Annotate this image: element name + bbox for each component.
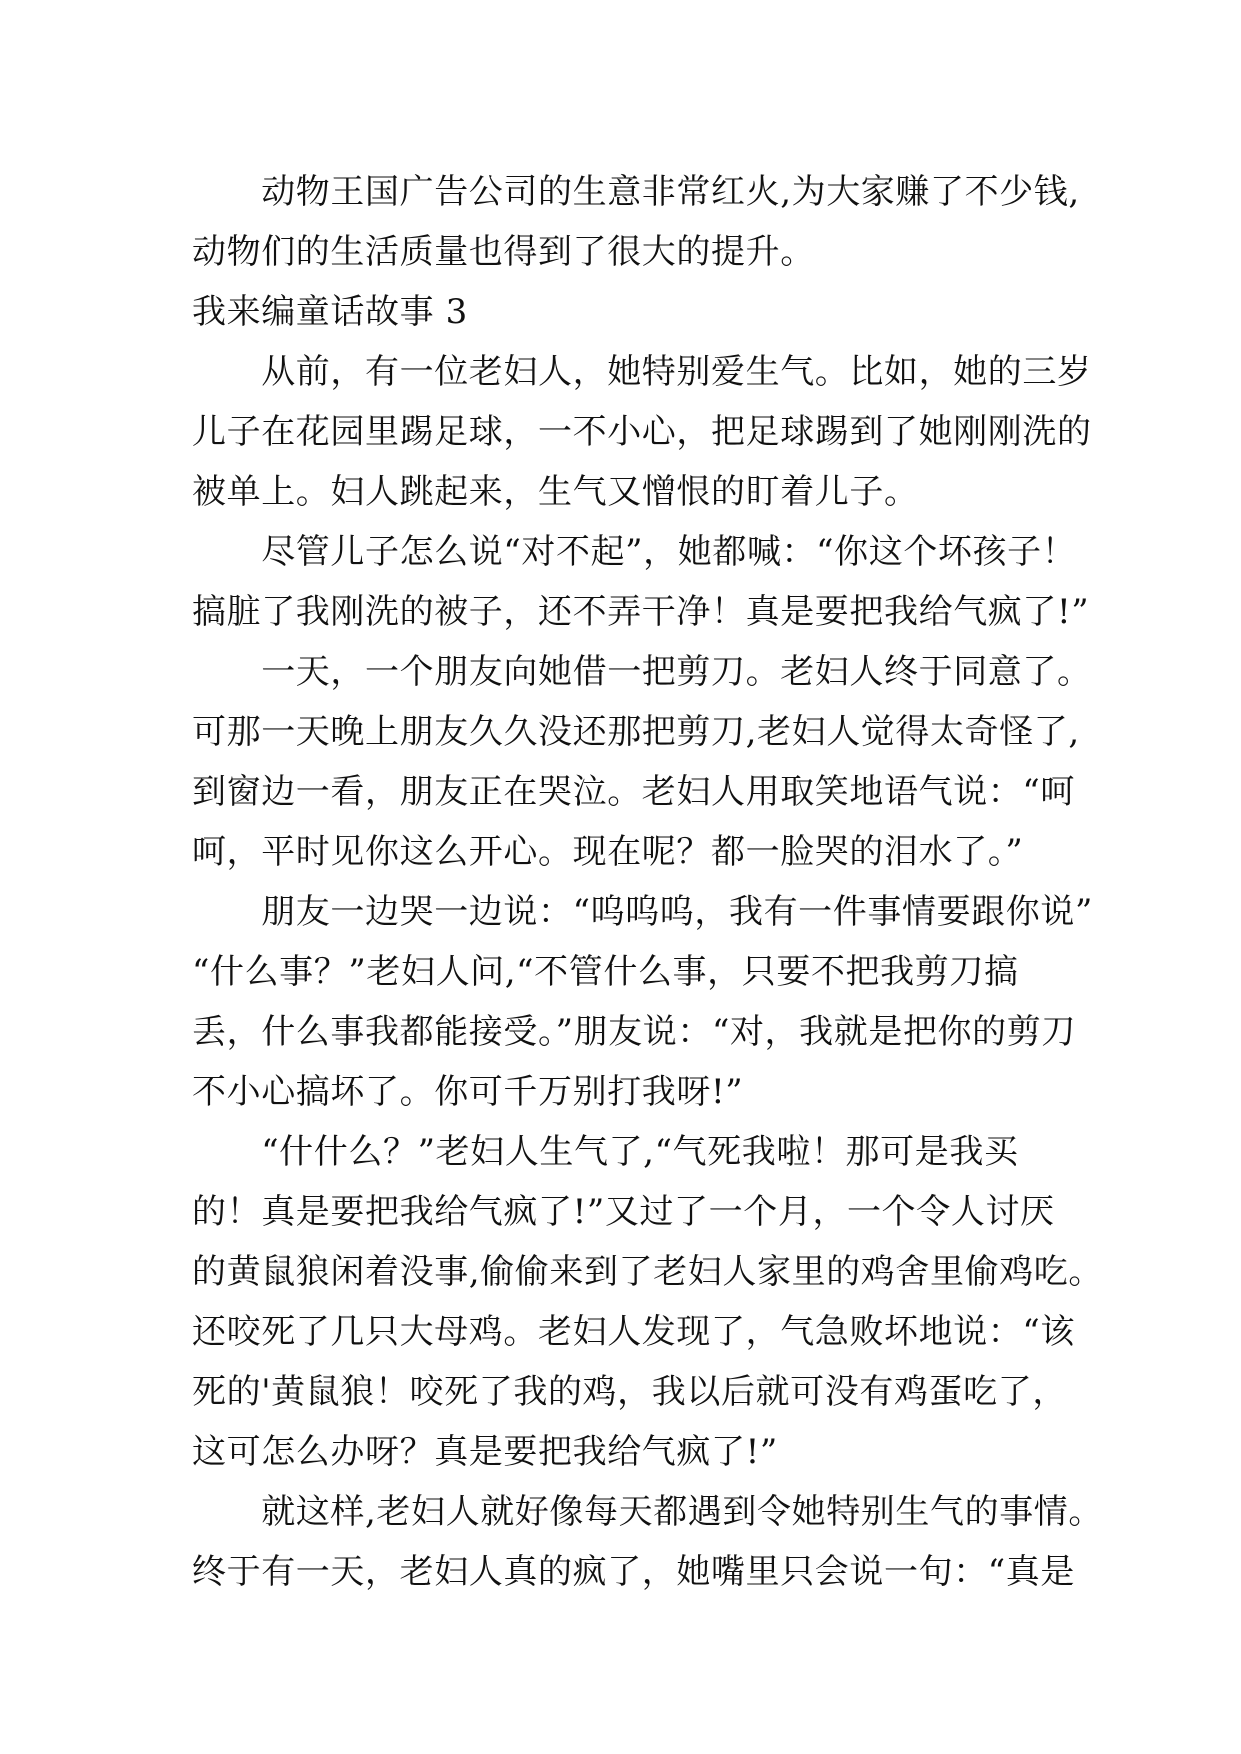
text-line: 就这样,老妇人就好像每天都遇到令她特别生气的事情。: [192, 1492, 1104, 1532]
text-line: 朋友一边哭一边说：“呜呜呜，我有一件事情要跟你说”: [192, 892, 1093, 932]
text-line: 可那一天晚上朋友久久没还那把剪刀,老妇人觉得太奇怪了,: [192, 712, 1080, 752]
text-line: 丢，什么事我都能接受。”朋友说：“对，我就是把你的剪刀: [192, 1012, 1076, 1052]
text-line: 从前，有一位老妇人，她特别爱生气。比如，她的三岁: [192, 352, 1092, 392]
text-line: 尽管儿子怎么说“对不起”，她都喊：“你这个坏孩子！: [192, 532, 1077, 572]
text-line: 到窗边一看，朋友正在哭泣。老妇人用取笑地语气说：“呵: [192, 772, 1075, 812]
text-line: 呵，平时见你这么开心。现在呢？都一脸哭的泪水了。”: [192, 832, 1024, 872]
text-line: 死的'黄鼠狼！咬死了我的鸡，我以后就可没有鸡蛋吃了，: [192, 1372, 1067, 1412]
text-line: 动物王国广告公司的生意非常红火,为大家赚了不少钱,: [192, 172, 1080, 212]
text-line: 不小心搞坏了。你可千万别打我呀!”: [192, 1072, 744, 1112]
text-line: 动物们的生活质量也得到了很大的提升。: [192, 232, 815, 272]
text-line: 儿子在花园里踢足球，一不小心，把足球踢到了她刚刚洗的: [192, 412, 1092, 452]
text-line: 被单上。妇人跳起来，生气又憎恨的盯着儿子。: [192, 472, 919, 512]
text-line: 这可怎么办呀？真是要把我给气疯了!”: [192, 1432, 778, 1472]
text-line: 还咬死了几只大母鸡。老妇人发现了，气急败坏地说：“该: [192, 1312, 1075, 1352]
text-line: 的黄鼠狼闲着没事,偷偷来到了老妇人家里的鸡舍里偷鸡吃。: [192, 1252, 1104, 1292]
text-line: 的！真是要把我给气疯了!”又过了一个月，一个令人讨厌: [192, 1192, 1055, 1232]
text-line: 一天，一个朋友向她借一把剪刀。老妇人终于同意了。: [192, 652, 1092, 692]
text-line: 终于有一天，老妇人真的疯了，她嘴里只会说一句：“真是: [192, 1552, 1075, 1592]
text-line: “什什么？”老妇人生气了,“气死我啦！那可是我买: [192, 1132, 1019, 1172]
section-heading: 我来编童话故事 3: [192, 292, 468, 332]
text-line: 搞脏了我刚洗的被子，还不弄干净！真是要把我给气疯了!”: [192, 592, 1090, 632]
text-line: “什么事？”老妇人问,“不管什么事，只要不把我剪刀搞: [192, 952, 1019, 992]
